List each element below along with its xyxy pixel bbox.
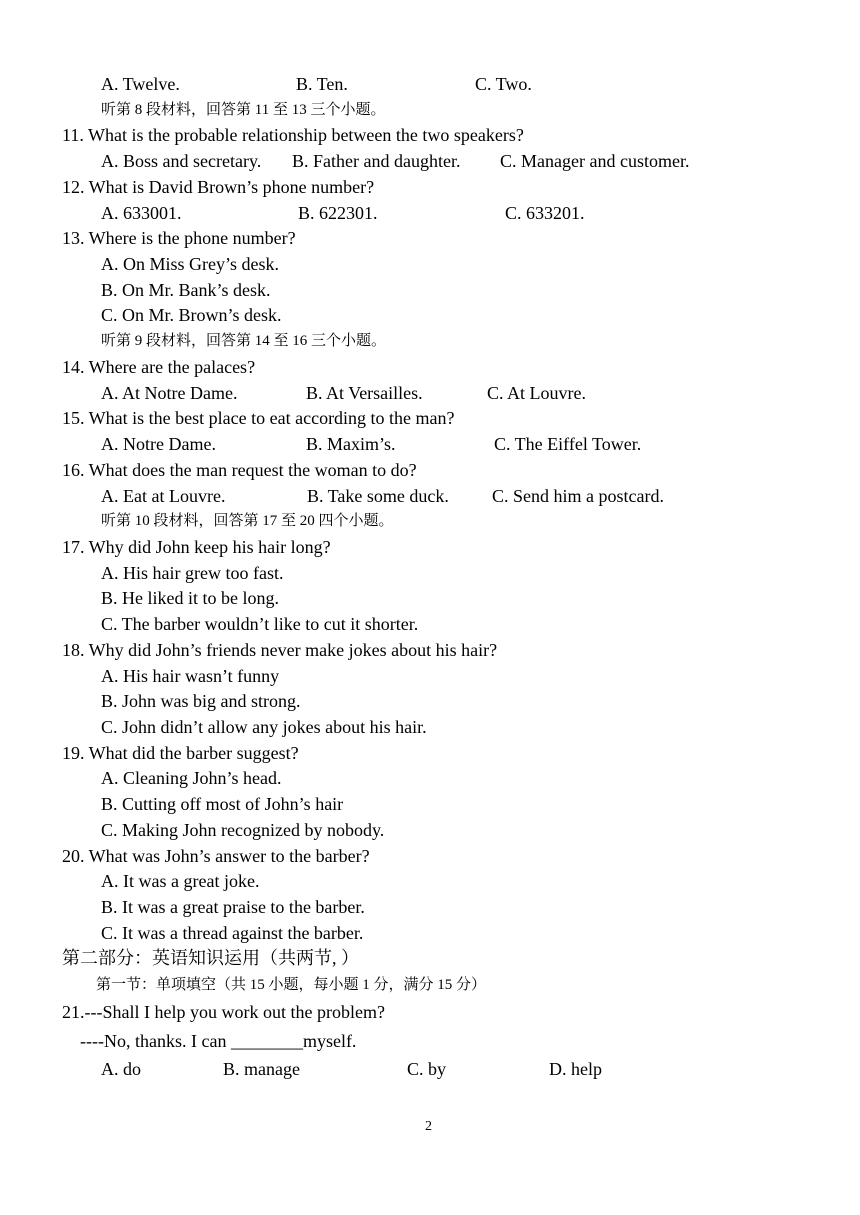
question-18: 18. Why did John’s friends never make jokes about his hair? [62, 640, 498, 660]
option-10b: B. Ten. [296, 74, 348, 94]
option-17b: B. He liked it to be long. [101, 588, 279, 608]
option-12a: A. 633001. [101, 203, 182, 223]
option-19a: A. Cleaning John’s head. [101, 768, 282, 788]
option-15a: A. Notre Dame. [101, 434, 216, 454]
question-19: 19. What did the barber suggest? [62, 743, 299, 763]
option-14c: C. At Louvre. [487, 383, 586, 403]
section-instruction-9: 听第 9 段材料，回答第 14 至 16 三个小题。 [101, 333, 387, 349]
question-20: 20. What was John’s answer to the barber? [62, 846, 370, 866]
section-instruction-10: 听第 10 段材料，回答第 17 至 20 四个小题。 [101, 513, 394, 529]
option-13b: B. On Mr. Bank’s desk. [101, 280, 271, 300]
option-17c: C. The barber wouldn’t like to cut it shorter. [101, 614, 419, 634]
question-17: 17. Why did John keep his hair long? [62, 537, 331, 557]
option-13a: A. On Miss Grey’s desk. [101, 254, 279, 274]
option-13c: C. On Mr. Brown’s desk. [101, 305, 282, 325]
question-21: 21.---Shall I help you work out the problem? [62, 1002, 385, 1022]
part-two-heading: 第二部分：英语知识运用（共两节, ） [62, 948, 359, 968]
option-12c: C. 633201. [505, 203, 585, 223]
section-instruction-8: 听第 8 段材料，回答第 11 至 13 三个小题。 [101, 102, 386, 118]
question-13: 13. Where is the phone number? [62, 228, 296, 248]
option-18b: B. John was big and strong. [101, 691, 301, 711]
option-21c: C. by [407, 1059, 447, 1079]
option-15b: B. Maxim’s. [306, 434, 396, 454]
option-16c: C. Send him a postcard. [492, 486, 664, 506]
question-11: 11. What is the probable relationship between the two speakers? [62, 125, 524, 145]
option-16a: A. Eat at Louvre. [101, 486, 226, 506]
option-15c: C. The Eiffel Tower. [494, 434, 642, 454]
option-12b: B. 622301. [298, 203, 378, 223]
option-11a: A. Boss and secretary. [101, 151, 262, 171]
question-21-response: ----No, thanks. I can ________myself. [80, 1031, 357, 1051]
option-21a: A. do [101, 1059, 141, 1079]
option-19c: C. Making John recognized by nobody. [101, 820, 385, 840]
option-19b: B. Cutting off most of John’s hair [101, 794, 344, 814]
question-16: 16. What does the man request the woman to do? [62, 460, 417, 480]
option-16b: B. Take some duck. [307, 486, 449, 506]
option-11b: B. Father and daughter. [292, 151, 461, 171]
option-14b: B. At Versailles. [306, 383, 423, 403]
option-20c: C. It was a thread against the barber. [101, 923, 364, 943]
question-14: 14. Where are the palaces? [62, 357, 256, 377]
option-18a: A. His hair wasn’t funny [101, 666, 280, 686]
question-15: 15. What is the best place to eat according to the man? [62, 408, 455, 428]
option-11c: C. Manager and customer. [500, 151, 690, 171]
option-14a: A. At Notre Dame. [101, 383, 238, 403]
option-20a: A. It was a great joke. [101, 871, 260, 891]
option-20b: B. It was a great praise to the barber. [101, 897, 365, 917]
page-number: 2 [425, 1119, 432, 1134]
option-10c: C. Two. [475, 74, 532, 94]
option-21d: D. help [549, 1059, 602, 1079]
option-18c: C. John didn’t allow any jokes about his hair. [101, 717, 427, 737]
option-17a: A. His hair grew too fast. [101, 563, 284, 583]
section-one-heading: 第一节：单项填空（共 15 小题，每小题 1 分，满分 15 分） [96, 977, 487, 993]
option-10a: A. Twelve. [101, 74, 180, 94]
option-21b: B. manage [223, 1059, 300, 1079]
question-12: 12. What is David Brown’s phone number? [62, 177, 375, 197]
